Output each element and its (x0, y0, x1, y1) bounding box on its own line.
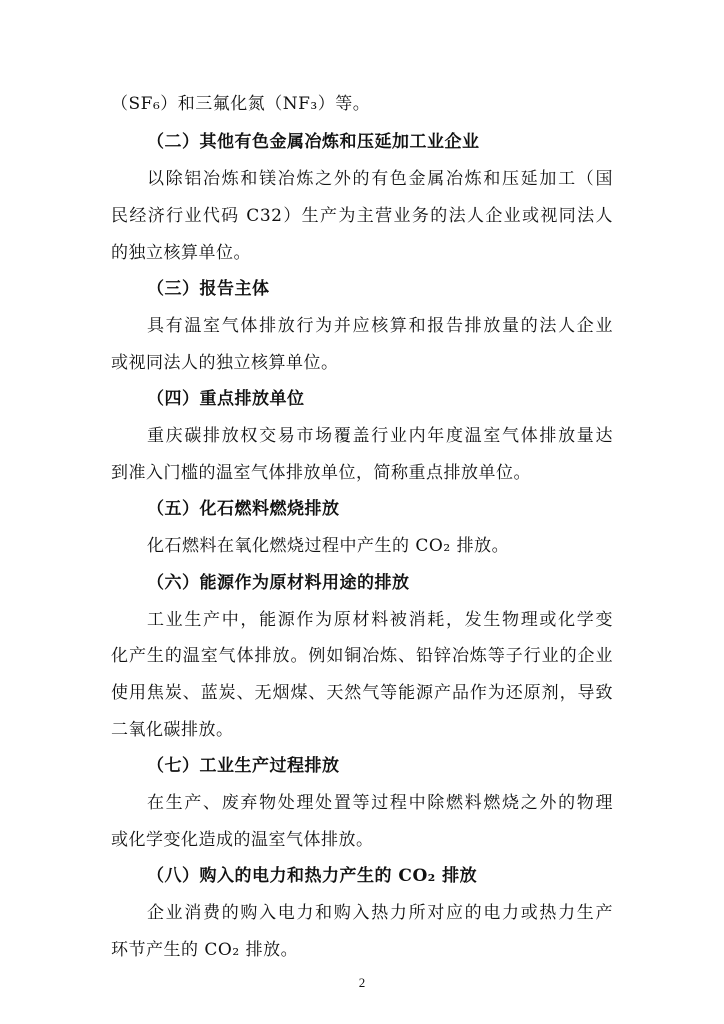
text-line: 或视同法人的独立核算单位。 (111, 353, 339, 373)
section-heading-8: （八）购入的电力和热力产生的 CO₂ 排放 (147, 866, 478, 886)
text-line: 企业消费的购入电力和购入热力所对应的电力或热力生产 (147, 903, 613, 923)
text-line: 工业生产中，能源作为原材料被消耗，发生物理或化学变 (147, 610, 613, 630)
text-line: 化石燃料在氧化燃烧过程中产生的 CO₂ 排放。 (147, 536, 510, 556)
text-line: 具有温室气体排放行为并应核算和报告排放量的法人企业 (147, 316, 613, 336)
text-line: （SF₆）和三氟化氮（NF₃）等。 (111, 94, 371, 114)
section-heading-6: （六）能源作为原材料用途的排放 (147, 573, 410, 593)
text-line: 化产生的温室气体排放。例如铜冶炼、铅锌冶炼等子行业的企业 (111, 646, 613, 666)
section-heading-7: （七）工业生产过程排放 (147, 756, 340, 776)
text-line: 民经济行业代码 C32）生产为主营业务的法人企业或视同法人 (111, 206, 613, 226)
text-line: 的独立核算单位。 (111, 243, 251, 263)
text-line: 二氧化碳排放。 (111, 720, 234, 740)
section-heading-4: （四）重点排放单位 (147, 389, 305, 409)
text-line: 重庆碳排放权交易市场覆盖行业内年度温室气体排放量达 (147, 426, 613, 446)
text-line: 以除铝冶炼和镁冶炼之外的有色金属冶炼和压延加工（国 (147, 169, 613, 189)
text-line: 使用焦炭、蓝炭、无烟煤、天然气等能源产品作为还原剂，导致 (111, 683, 613, 703)
text-line: 环节产生的 CO₂ 排放。 (111, 940, 299, 960)
section-heading-3: （三）报告主体 (147, 279, 270, 299)
page-number: 2 (358, 975, 366, 990)
text-line: 在生产、废弃物处理处置等过程中除燃料燃烧之外的物理 (147, 793, 613, 813)
text-line: 到准入门槛的温室气体排放单位，简称重点排放单位。 (111, 463, 531, 483)
section-heading-5: （五）化石燃料燃烧排放 (147, 499, 340, 519)
text-line: 或化学变化造成的温室气体排放。 (111, 830, 374, 850)
section-heading-2: （二）其他有色金属冶炼和压延加工业企业 (147, 132, 480, 152)
